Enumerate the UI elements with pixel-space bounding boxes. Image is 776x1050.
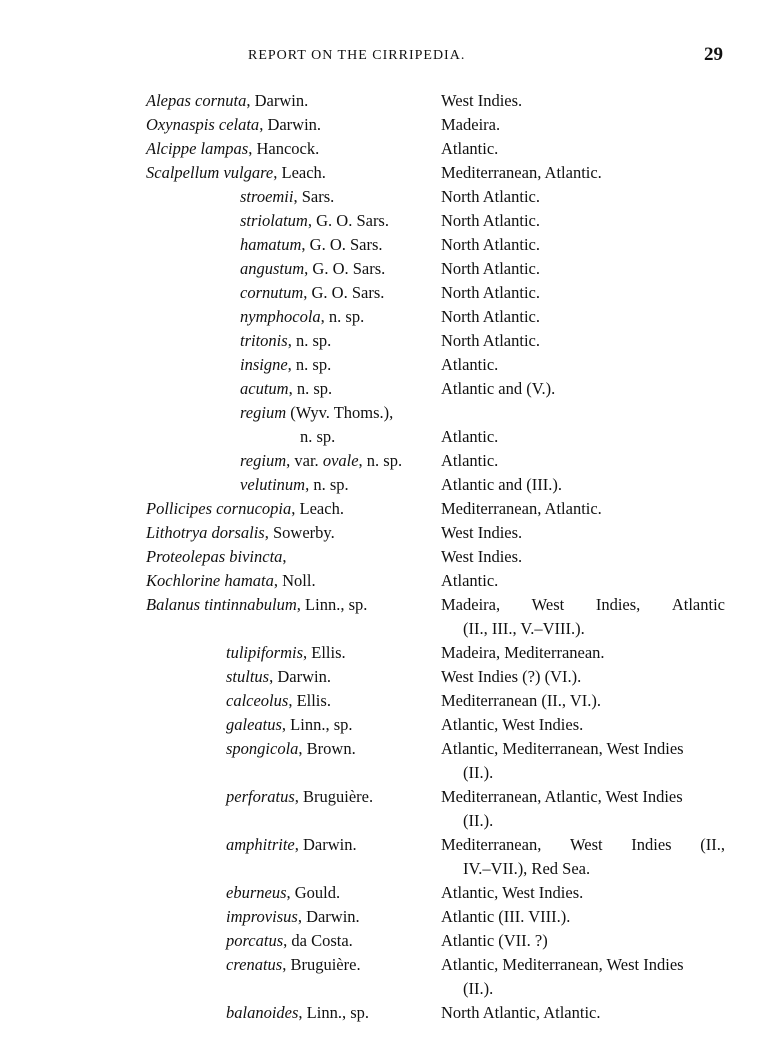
locality-line: Atlantic, Mediterranean, West Indies: [441, 955, 684, 974]
locality: West Indies.: [441, 547, 523, 566]
locality: North Atlantic.: [441, 283, 540, 302]
list-item: [0, 377, 776, 401]
species-name: Proteolepas bivincta,: [146, 547, 287, 566]
page-number: 29: [704, 44, 723, 65]
locality-continuation: (II.).: [463, 811, 494, 830]
locality: [441, 833, 725, 881]
list-item: [0, 449, 776, 473]
locality-line: Mediterranean, Atlantic, West Indies: [441, 787, 683, 806]
page-header: [0, 44, 776, 70]
list-item: [0, 209, 776, 233]
locality: North Atlantic.: [441, 235, 540, 254]
list-item: [0, 113, 776, 137]
list-item: [0, 233, 776, 257]
list-item: [0, 161, 776, 185]
list-item: [0, 737, 776, 785]
species-name: galeatus, Linn., sp.: [226, 715, 353, 734]
list-item: [0, 281, 776, 305]
locality: North Atlantic, Atlantic.: [441, 1003, 601, 1022]
list-item: [0, 1001, 776, 1025]
list-item: [0, 521, 776, 545]
locality-word: (II.,: [700, 835, 725, 854]
locality: Mediterranean (II., VI.).: [441, 691, 602, 710]
species-name: insigne, n. sp.: [240, 355, 332, 374]
species-name: velutinum, n. sp.: [240, 475, 349, 494]
species-author-continuation: n. sp.: [300, 427, 336, 446]
locality-continuation: (II., III., V.–VIII.).: [463, 619, 585, 638]
locality: West Indies.: [441, 91, 523, 110]
list-item: [0, 641, 776, 665]
locality: Atlantic.: [441, 355, 499, 374]
list-item: [0, 329, 776, 353]
list-item: [0, 569, 776, 593]
list-item: [0, 593, 776, 641]
species-name: balanoides, Linn., sp.: [226, 1003, 370, 1022]
locality: Mediterranean, Atlantic.: [441, 163, 602, 182]
list-item: [0, 953, 776, 1001]
locality: Atlantic (III. VIII.).: [441, 907, 571, 926]
species-name: angustum, G. O. Sars.: [240, 259, 386, 278]
species-name: Scalpellum vulgare, Leach.: [146, 163, 326, 182]
list-item: [0, 89, 776, 113]
locality: Atlantic.: [441, 139, 499, 158]
species-name: porcatus, da Costa.: [226, 931, 353, 950]
list-item: [0, 401, 776, 449]
locality: Atlantic and (V.).: [441, 379, 556, 398]
locality-word: Atlantic: [671, 595, 725, 614]
list-item: [0, 929, 776, 953]
species-name: stroemii, Sars.: [240, 187, 335, 206]
locality: Atlantic, West Indies.: [441, 715, 584, 734]
locality-word: Indies: [631, 835, 672, 854]
species-name: Pollicipes cornucopia, Leach.: [146, 499, 344, 518]
locality-line: Atlantic, Mediterranean, West Indies: [441, 739, 684, 758]
locality: Madeira, Mediterranean.: [441, 643, 605, 662]
list-item: [0, 257, 776, 281]
locality: [441, 737, 725, 785]
locality: North Atlantic.: [441, 187, 540, 206]
locality-word: West: [531, 595, 565, 614]
species-name: hamatum, G. O. Sars.: [240, 235, 383, 254]
list-item: [0, 545, 776, 569]
locality: [441, 593, 725, 641]
locality: Atlantic (VII. ?): [441, 931, 548, 950]
species-name: Alepas cornuta, Darwin.: [146, 91, 309, 110]
species-list: [0, 89, 776, 1025]
species-name: tulipiformis, Ellis.: [226, 643, 346, 662]
species-name: Oxynaspis celata, Darwin.: [146, 115, 322, 134]
species-name: calceolus, Ellis.: [226, 691, 331, 710]
species-name: amphitrite, Darwin.: [226, 835, 357, 854]
list-item: [0, 305, 776, 329]
list-item: [0, 833, 776, 881]
list-item: [0, 473, 776, 497]
locality: Atlantic and (III.).: [441, 475, 562, 494]
species-name: nymphocola, n. sp.: [240, 307, 365, 326]
list-item: [0, 353, 776, 377]
locality: North Atlantic.: [441, 259, 540, 278]
list-item: [0, 497, 776, 521]
locality-continuation: (II.).: [463, 979, 494, 998]
species-name: regium, var. ovale, n. sp.: [240, 451, 403, 470]
species-name: improvisus, Darwin.: [226, 907, 360, 926]
locality: Atlantic.: [441, 427, 499, 446]
species-name: spongicola, Brown.: [226, 739, 356, 758]
locality: Atlantic.: [441, 571, 499, 590]
list-item: [0, 689, 776, 713]
locality-line: [441, 833, 725, 857]
list-item: [0, 713, 776, 737]
species-name: tritonis, n. sp.: [240, 331, 332, 350]
species-name: acutum, n. sp.: [240, 379, 333, 398]
species-name: crenatus, Bruguière.: [226, 955, 361, 974]
species-name: striolatum, G. O. Sars.: [240, 211, 389, 230]
species-name: stultus, Darwin.: [226, 667, 331, 686]
list-item: [0, 665, 776, 689]
locality-continuation: IV.–VII.), Red Sea.: [463, 859, 591, 878]
species-name: regium (Wyv. Thoms.),: [240, 403, 394, 422]
running-title: REPORT ON THE CIRRIPEDIA.: [248, 48, 466, 63]
species-name: Kochlorine hamata, Noll.: [146, 571, 316, 590]
locality: Madeira.: [441, 115, 501, 134]
locality: Atlantic.: [441, 451, 499, 470]
locality: West Indies.: [441, 523, 523, 542]
list-item: [0, 785, 776, 833]
species-name: Balanus tintinnabulum, Linn., sp.: [146, 595, 368, 614]
locality-continuation: (II.).: [463, 763, 494, 782]
locality: North Atlantic.: [441, 331, 540, 350]
locality-word: Mediterranean,: [441, 835, 542, 854]
locality: [441, 785, 725, 833]
locality: Mediterranean, Atlantic.: [441, 499, 602, 518]
species-name: cornutum, G. O. Sars.: [240, 283, 385, 302]
list-item: [0, 185, 776, 209]
species-name: Lithotrya dorsalis, Sowerby.: [146, 523, 335, 542]
locality-line: [441, 593, 725, 617]
locality: North Atlantic.: [441, 307, 540, 326]
locality: Atlantic, West Indies.: [441, 883, 584, 902]
species-name: perforatus, Bruguière.: [226, 787, 374, 806]
locality-word: Indies,: [595, 595, 641, 614]
locality-word: West: [570, 835, 603, 854]
list-item: [0, 881, 776, 905]
locality: West Indies (?) (VI.).: [441, 667, 582, 686]
locality-word: Madeira,: [441, 595, 501, 614]
locality: [441, 953, 725, 1001]
species-name: Alcippe lampas, Hancock.: [146, 139, 320, 158]
species-name: eburneus, Gould.: [226, 883, 341, 902]
locality: North Atlantic.: [441, 211, 540, 230]
list-item: [0, 905, 776, 929]
list-item: [0, 137, 776, 161]
